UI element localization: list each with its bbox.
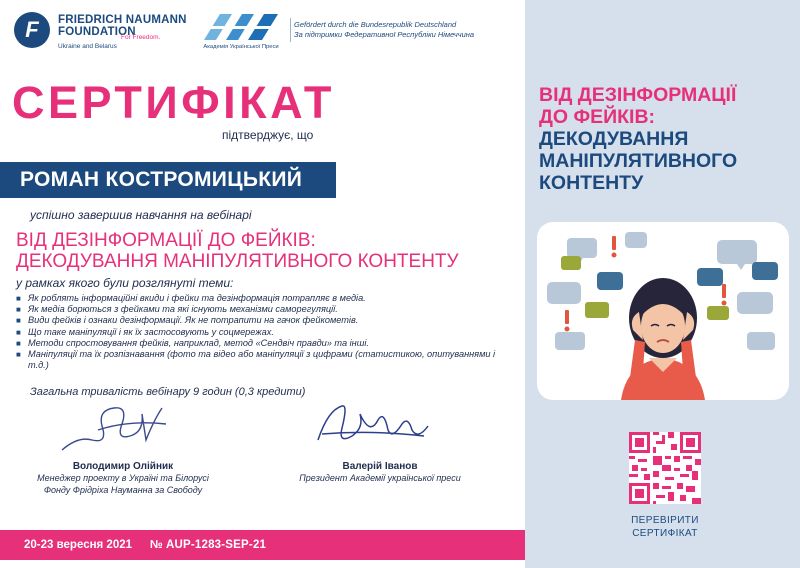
webinar-title-line-2: ДЕКОДУВАННЯ МАНІПУЛЯТИВНОГО КОНТЕНТУ: [16, 251, 459, 272]
signer-1-role-line-2: Фонду Фрідріха Науманна за Свободу: [43, 484, 203, 495]
recipient-name: РОМАН КОСТРОМИЦЬКИЙ: [20, 168, 303, 191]
list-item: ■ Методи спростовування фейків, наприклад, метод «Сендвіч правди» та інші.: [16, 338, 516, 349]
list-item: ■ Як роблять інформаційні вкиди і фейки та дезінформація потрапляє в медіа.: [16, 293, 516, 304]
right-title-line-2: ДО ФЕЙКІВ:: [539, 106, 656, 128]
webinar-title: [16, 230, 516, 272]
list-item: ■ Як медіа борються з фейками та які існують механізми саморегуляції.: [16, 304, 516, 315]
confirms-text: підтверджує, що: [222, 128, 314, 142]
fnf-name-line-1: FRIEDRICH NAUMANN: [58, 14, 187, 26]
fnf-name-line-2: FOUNDATION: [58, 26, 136, 38]
right-panel-title: [539, 84, 789, 194]
certificate-title: СЕРТИФІКАТ: [12, 77, 335, 128]
right-title-line-5: КОНТЕНТУ: [539, 172, 644, 194]
topics-intro: у рамках якого були розглянуті теми:: [16, 276, 234, 290]
fnf-tagline: For Freedom.: [121, 34, 161, 41]
list-item: ■ Види фейків і ознаки дезінформації. Як не потрапити на гачок фейкометів.: [16, 315, 516, 326]
fnf-subtitle: Ukraine and Belarus: [58, 43, 117, 50]
qr-code-icon[interactable]: [629, 432, 701, 504]
signature-1-icon: [58, 400, 170, 458]
fnf-logo-icon: [14, 12, 50, 48]
right-title-line-1: ВІД ДЕЗІНФОРМАЦІЇ: [539, 84, 737, 106]
funded-by: [294, 20, 504, 40]
duration-text: Загальна тривалість вебінару 9 годин (0,3 кредити): [30, 386, 306, 398]
signer-1-name: Володимир Олійник: [72, 461, 174, 472]
webinar-dates: 20-23 вересня 2021: [24, 539, 133, 551]
completed-text: успішно завершив навчання на вебінарі: [30, 208, 252, 222]
signer-1-role-line-1: Менеджер проекту в Україні та Білорусі: [37, 473, 209, 483]
signer-2-name: Валерій Іванов: [342, 461, 418, 472]
aup-logo-icon: [198, 12, 282, 42]
signer-2-role-line-1: Президент Академії української преси: [299, 473, 461, 483]
funded-line-2: За підтримки Федеративної Республіки Німеччина: [294, 30, 475, 39]
verify-line-1: ПЕРЕВІРИТИ: [631, 515, 699, 526]
list-item: ■ Що таке маніпуляції і як їх застосовують у соцмережах.: [16, 327, 516, 338]
funded-line-1: Gefördert durch die Bundesrepublik Deutschland: [294, 20, 457, 29]
funded-divider: [290, 18, 291, 42]
signature-2-icon: [312, 400, 434, 450]
topics-list: [16, 293, 516, 371]
verify-line-2: СЕРТИФІКАТ: [632, 528, 698, 539]
aup-name: Академія Української Преси: [203, 44, 279, 50]
stressed-woman-illustration-icon: [537, 222, 789, 400]
footer-bar: [0, 530, 525, 560]
right-title-line-3: ДЕКОДУВАННЯ: [539, 128, 689, 150]
right-panel: [525, 0, 800, 568]
right-title-line-4: МАНІПУЛЯТИВНОГО: [539, 150, 738, 172]
list-item: ■ Маніпуляції та їх розпізнавання (фото та відео або маніпуляції з цифрами (статистикою, опитуваннями і т.д.): [16, 349, 516, 371]
recipient-bar: [0, 162, 336, 198]
webinar-title-line-1: ВІД ДЕЗІНФОРМАЦІЇ ДО ФЕЙКІВ:: [16, 230, 316, 251]
fnf-logo-letter: F: [25, 17, 39, 42]
signer-2: [262, 460, 498, 485]
signer-1: [8, 460, 238, 496]
verify-certificate-link[interactable]: [605, 514, 725, 540]
certificate-number: № AUP-1283-SEP-21: [150, 539, 267, 551]
